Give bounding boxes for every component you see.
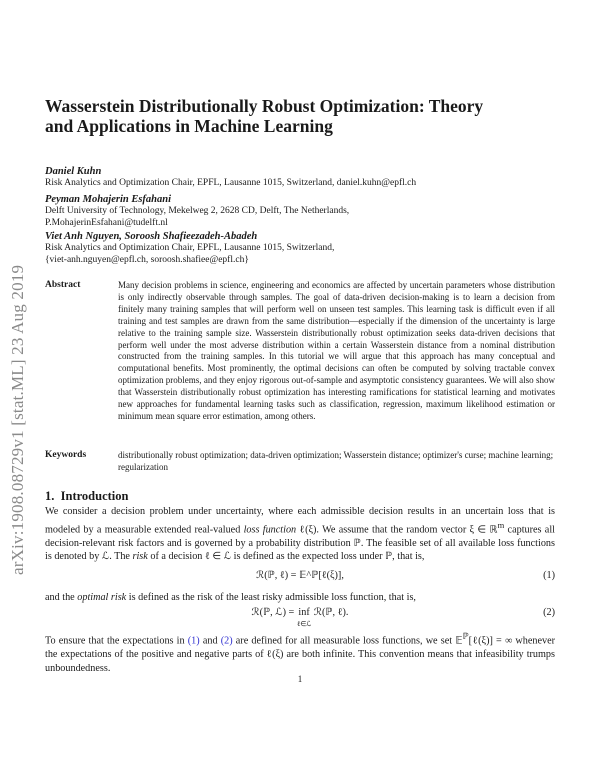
author-block-1 bbox=[45, 165, 565, 190]
intro-text: is defined as the risk of the least risky admissible loss function, that is, bbox=[126, 592, 416, 603]
author-name: Viet Anh Nguyen, Soroosh Shafieezadeh-Abadeh bbox=[45, 231, 258, 242]
superscript-p: ℙ bbox=[462, 631, 469, 641]
author-name: Daniel Kuhn bbox=[45, 166, 102, 177]
arxiv-stamp: arXiv:1908.08729v1 [stat.ML] 23 Aug 2019 bbox=[8, 264, 27, 575]
section-number: 1. bbox=[45, 489, 55, 503]
author-name: Peyman Mohajerin Esfahani bbox=[45, 194, 172, 205]
term-risk: risk bbox=[132, 551, 148, 563]
intro-text: To ensure that the expectations in bbox=[45, 635, 188, 647]
author-block-2 bbox=[45, 193, 565, 229]
equation-2-body bbox=[45, 607, 555, 630]
author-affiliation: {viet-anh.nguyen@epfl.ch, soroosh.shafiee@epfl.ch} bbox=[45, 254, 249, 265]
page-number: 1 bbox=[297, 674, 303, 684]
paper-title: Wasserstein Distributionally Robust Optimization: Theory and Applications in Machine Learning bbox=[45, 96, 484, 136]
intro-text: captures all decision-relevant risk factors and is governed by a probability distribution ℙ. The feasible set of all available loss functions is denoted by ℒ. The bbox=[45, 523, 555, 563]
author-affiliation: Risk Analytics and Optimization Chair, EPFL, Lausanne 1015, Switzerland, bbox=[45, 243, 335, 253]
section-heading bbox=[45, 489, 128, 504]
equation-2-rhs: ℛ(ℙ, ℓ). bbox=[311, 607, 349, 618]
author-affiliation: P.MohajerinEsfahani@tudelft.nl bbox=[45, 217, 168, 228]
intro-paragraph-1 bbox=[45, 505, 555, 564]
equation-1-number: (1) bbox=[543, 570, 555, 581]
intro-text: ℓ(ξ). We assume that the random vector ξ ∈ ℝ bbox=[296, 523, 498, 535]
intro-text: and bbox=[199, 635, 221, 647]
superscript-m: m bbox=[497, 519, 505, 530]
equation-2-lhs: ℛ(ℙ, ℒ) = bbox=[251, 607, 297, 618]
intro-text: and the bbox=[45, 592, 78, 603]
equation-2-number: (2) bbox=[543, 607, 555, 618]
intro-paragraph-3 bbox=[45, 630, 555, 675]
term-loss-function: loss function bbox=[243, 523, 297, 535]
abstract-text: Many decision problems in science, engineering and economics are affected by uncertain parameters whose distribution is only indirectly observable through samples. The goal of data-driven decision-making is to learn a decision from finitely many training samples that will perform well on unseen test samples. This learning task is difficult even if all training and test samples are drawn from the same distribution—especially if the dimension of the uncertainty is large relative to the training sample size. Wasserstein distributionally robust optimization seeks data-driven decisions that perform well under the most adverse distribution within a certain Wasserstein distance from a nominal distribution constructed from the training samples. In this tutorial we will argue that this approach has many conceptual and computational benefits. Most prominently, the optimal decisions can often be computed by solving tractable convex optimization problems, and they enjoy rigorous out-of-sample and asymptotic consistency guarantees. We will also show that Wasserstein distributionally robust optimization has interesting ramifications for statistical learning and motivates new approaches for fundamental learning tasks such as classification, regression, maximum likelihood estimation or minimum mean square error estimation, among others. bbox=[118, 280, 555, 421]
intro-text: of a decision ℓ ∈ ℒ is defined as the expected loss under ℙ, that is, bbox=[147, 551, 425, 563]
abstract-label: Abstract bbox=[45, 280, 81, 290]
equation-2-inf-subscript: ℓ∈ℒ bbox=[296, 620, 312, 628]
equation-1 bbox=[45, 570, 555, 586]
keywords-text: distributionally robust optimization; data-driven optimization; Wasserstein distance; optimizer's curse; machine learning; regularization bbox=[118, 450, 554, 472]
author-affiliation: Risk Analytics and Optimization Chair, EPFL, Lausanne 1015, Switzerland, daniel.kuhn@epfl.ch bbox=[45, 178, 417, 188]
author-affiliation: Delft University of Technology, Mekelweg 2, 2628 CD, Delft, The Netherlands, bbox=[45, 206, 350, 216]
equation-ref-1-link[interactable]: (1) bbox=[187, 635, 200, 647]
equation-1-body: ℛ(ℙ, ℓ) = 𝔼^ℙ[ℓ(ξ)], bbox=[256, 570, 344, 581]
intro-paragraph-2 bbox=[45, 591, 555, 605]
author-block-3 bbox=[45, 230, 565, 266]
term-optimal-risk: optimal risk bbox=[77, 592, 127, 603]
equation-2-inf: inf bbox=[298, 607, 310, 618]
keywords-label: Keywords bbox=[45, 450, 87, 460]
intro-text: are defined for all measurable loss functions, we set 𝔼 bbox=[232, 635, 463, 647]
equation-2 bbox=[45, 607, 555, 628]
equation-ref-2-link[interactable]: (2) bbox=[220, 635, 233, 647]
section-title: Introduction bbox=[60, 489, 129, 503]
intro-text: [ℓ(ξ)] = ∞ whenever the expectations of the positive and negative parts of ℓ(ξ) are both infinite. This convention means that infeasibility trumps unboundedness. bbox=[45, 635, 555, 674]
intro-text: We consider a decision problem under uncertainty, where each admissible decision results in an uncertain loss that is modeled by a measurable extended real-valued bbox=[45, 506, 555, 535]
